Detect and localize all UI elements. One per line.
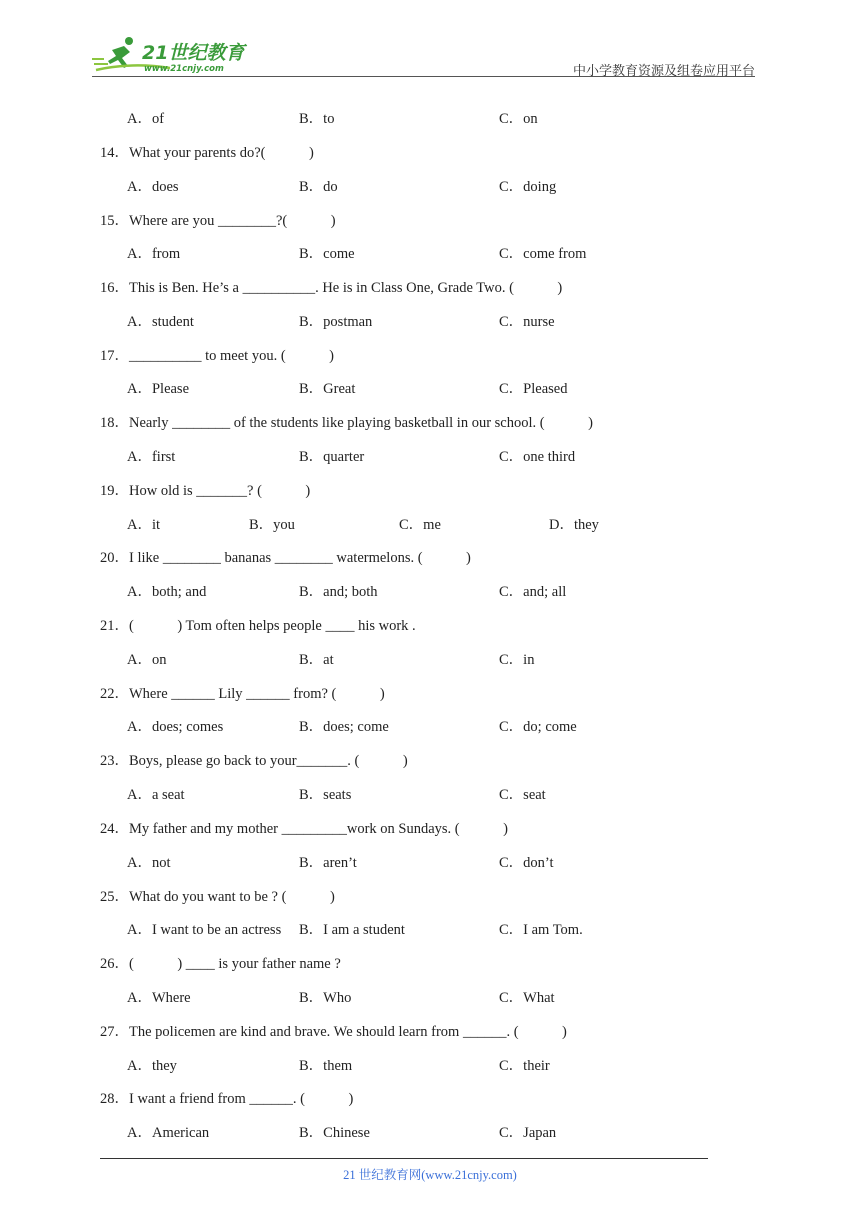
question-stem [100,276,562,297]
answer-option[interactable]: A．I want to be an actress [127,922,282,938]
answer-option[interactable]: B．at [299,652,334,668]
question-text: My father and my mother _________work on Sundays. ( ) [129,821,508,837]
answer-option[interactable]: C．Pleased [499,381,568,397]
answer-option[interactable]: C．one third [499,449,576,465]
answer-option[interactable]: A．on [127,652,167,668]
question-text: What do you want to be ? ( ) [129,889,335,905]
answer-option[interactable]: C．and; all [499,584,567,600]
answer-option[interactable]: C．in [499,652,535,668]
answer-option[interactable]: B．come [299,246,355,262]
answer-option[interactable]: C．Japan [499,1125,557,1141]
answer-option[interactable]: C．on [499,111,538,127]
answer-option[interactable]: B．Who [299,990,352,1006]
page-header [92,30,755,78]
question-text: ( ) Tom often helps people ____ his work . [129,618,416,634]
answer-option[interactable]: B．seats [299,787,352,803]
answer-option[interactable]: A．does; comes [127,719,224,735]
question-text: I like ________ bananas ________ watermelons. ( ) [129,550,471,566]
question-text: Where are you ________?( ) [129,213,336,229]
question-number: 24． [100,821,129,837]
svg-text:21世纪教育: 21世纪教育 [142,42,245,64]
answer-option[interactable]: A．does [127,179,179,195]
question-stem [100,344,334,365]
question-number: 26． [100,956,129,972]
answer-option[interactable]: C．What [499,990,555,1006]
answer-option[interactable]: B．postman [299,314,373,330]
answer-option[interactable]: C．their [499,1058,550,1074]
question-text: ( ) ____ is your father name ? [129,956,341,972]
answer-option[interactable]: B．do [299,179,338,195]
answer-option[interactable]: A．from [127,246,181,262]
site-logo[interactable] [92,34,262,74]
question-number: 23． [100,753,129,769]
answer-option[interactable]: C．nurse [499,314,555,330]
platform-title: 中小学教育资源及组卷应用平台 [572,64,755,79]
answer-option[interactable]: A．student [127,314,194,330]
answer-option[interactable]: A．American [127,1125,210,1141]
answer-option[interactable]: A．first [127,449,176,465]
question-text: Boys, please go back to your_______. ( ) [129,753,408,769]
question-number: 17． [100,348,129,364]
question-text: What your parents do?( ) [129,145,314,161]
answer-option[interactable]: B．does; come [299,719,389,735]
answer-option[interactable]: B．quarter [299,449,365,465]
question-number: 15． [100,213,129,229]
answer-option[interactable]: B．Great [299,381,356,397]
answer-option[interactable]: C．do; come [499,719,577,735]
answer-option[interactable]: C．doing [499,179,557,195]
answer-option[interactable]: A．Please [127,381,190,397]
question-number: 25． [100,889,129,905]
question-number: 16． [100,280,129,296]
question-text: This is Ben. He’s a __________. He is in Class One, Grade Two. ( ) [129,280,563,296]
question-number: 21． [100,618,129,634]
question-stem [100,1020,567,1041]
question-number: 18． [100,415,129,431]
answer-option[interactable]: A．not [127,855,171,871]
question-stem [100,411,593,432]
footer-divider [100,1158,708,1159]
answer-option[interactable]: C．don’t [499,855,554,871]
answer-option[interactable]: C．I am Tom. [499,922,583,938]
answer-option[interactable]: B．and; both [299,584,378,600]
answer-option[interactable]: B．them [299,1058,353,1074]
answer-option[interactable]: A．they [127,1058,177,1074]
answer-option[interactable]: C．me [399,517,441,533]
question-stem [100,952,341,973]
answer-option[interactable]: B．Chinese [299,1125,370,1141]
question-number: 19． [100,483,129,499]
answer-option[interactable]: B．you [249,517,295,533]
question-stem [100,209,336,230]
question-number: 20． [100,550,129,566]
question-text: I want a friend from ______. ( ) [129,1091,354,1107]
question-text: How old is _______? ( ) [129,483,311,499]
question-text: __________ to meet you. ( ) [129,348,334,364]
question-stem [100,1087,353,1108]
question-text: Nearly ________ of the students like playing basketball in our school. ( ) [129,415,593,431]
question-stem [100,682,385,703]
answer-option[interactable]: C．come from [499,246,587,262]
question-text: Where ______ Lily ______ from? ( ) [129,686,385,702]
question-stem [100,885,335,906]
answer-option[interactable]: B．I am a student [299,922,405,938]
question-stem [100,614,416,635]
answer-option[interactable]: A．a seat [127,787,185,803]
answer-option[interactable]: A．Where [127,990,191,1006]
question-number: 28． [100,1091,129,1107]
question-number: 14． [100,145,129,161]
answer-option[interactable]: B．aren’t [299,855,357,871]
runner-logo-icon [92,34,262,74]
footer-text[interactable]: 21 世纪教育网(www.21cnjy.com) [343,1168,517,1182]
svg-text:www.21cnjy.com: www.21cnjy.com [144,64,224,74]
answer-option[interactable]: D．they [549,517,599,533]
question-number: 27． [100,1024,129,1040]
question-stem [100,817,508,838]
answer-option[interactable]: A．of [127,111,165,127]
answer-option[interactable]: A．both; and [127,584,207,600]
header-divider [92,76,755,77]
question-stem [100,546,471,567]
answer-option[interactable]: C．seat [499,787,546,803]
answer-option[interactable]: B．to [299,111,335,127]
question-text: The policemen are kind and brave. We should learn from ______. ( ) [129,1024,567,1040]
question-number: 22． [100,686,129,702]
question-stem [100,141,314,162]
question-stem [100,749,408,770]
answer-option[interactable]: A．it [127,517,161,533]
question-stem [100,479,310,500]
